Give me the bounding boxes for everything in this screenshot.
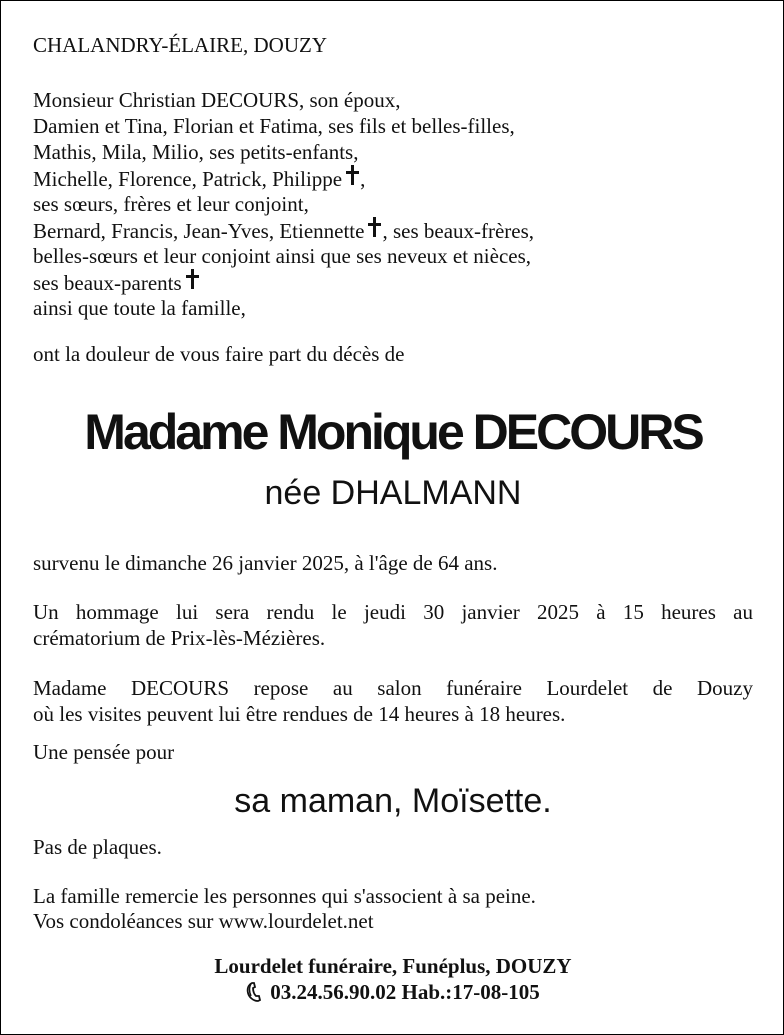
cross-icon [346,165,360,187]
rest-line-2: où les visites peuvent lui être rendues de 14 heures à 18 heures. [33,702,566,726]
phone-number: 03.24.56.90.02 Hab.:17-08-105 [270,980,540,1004]
announcement-text: ont la douleur de vous faire part du décès de [33,342,405,366]
tribute-line-1: Un hommage lui sera rendu le jeudi 30 janvier 2025 à 15 heures au [33,600,753,624]
family-line-siblings [33,165,365,192]
family-line-whole-family: ainsi que toute la famille, [33,296,246,320]
location-header: CHALANDRY-ÉLAIRE, DOUZY [33,33,327,57]
cross-icon [368,217,382,239]
condolences-text: Vos condoléances sur www.lourdelet.net [33,909,374,933]
siblings-names: Michelle, Florence, Patrick, Philippe [33,167,343,191]
death-details: survenu le dimanche 26 janvier 2025, à l'âge de 64 ans. [33,551,498,575]
siblings-suffix: , [360,167,366,191]
family-line-parents-in-law [33,269,200,296]
family-line-siblings-desc: ses sœurs, frères et leur conjoint, [33,192,309,216]
thought-intro: Une pensée pour [33,740,175,764]
funeral-phone [1,979,784,1005]
thought-recipient: sa maman, Moïsette. [234,782,552,820]
family-line-sons: Damien et Tina, Florian et Fatima, ses fils et belles-filles, [33,114,515,138]
family-line-spouse: Monsieur Christian DECOURS, son époux, [33,88,401,112]
deceased-name: Madame Monique DECOURS [84,404,702,460]
in-laws-names: Bernard, Francis, Jean-Yves, Etiennette [33,219,365,243]
no-plaques-notice: Pas de plaques. [33,835,162,859]
family-line-grandchildren: Mathis, Mila, Milio, ses petits-enfants, [33,140,359,164]
family-line-nephews: belles-sœurs et leur conjoint ainsi que ses neveux et nièces, [33,244,532,268]
in-laws-suffix: , ses beaux-frères, [382,219,535,243]
deceased-maiden-name: née DHALMANN [264,474,522,512]
parents-in-law-text: ses beaux-parents [33,271,182,295]
funeral-company: Lourdelet funéraire, Funéplus, DOUZY [214,954,572,978]
rest-line-1: Madame DECOURS repose au salon funéraire Lourdelet de Douzy [33,676,753,700]
tribute-line-2: crématorium de Prix-lès-Mézières. [33,626,326,650]
cross-icon [186,269,200,291]
phone-icon [246,982,264,1002]
thanks-text: La famille remercie les personnes qui s'associent à sa peine. [33,884,536,908]
family-line-in-laws [33,217,534,244]
